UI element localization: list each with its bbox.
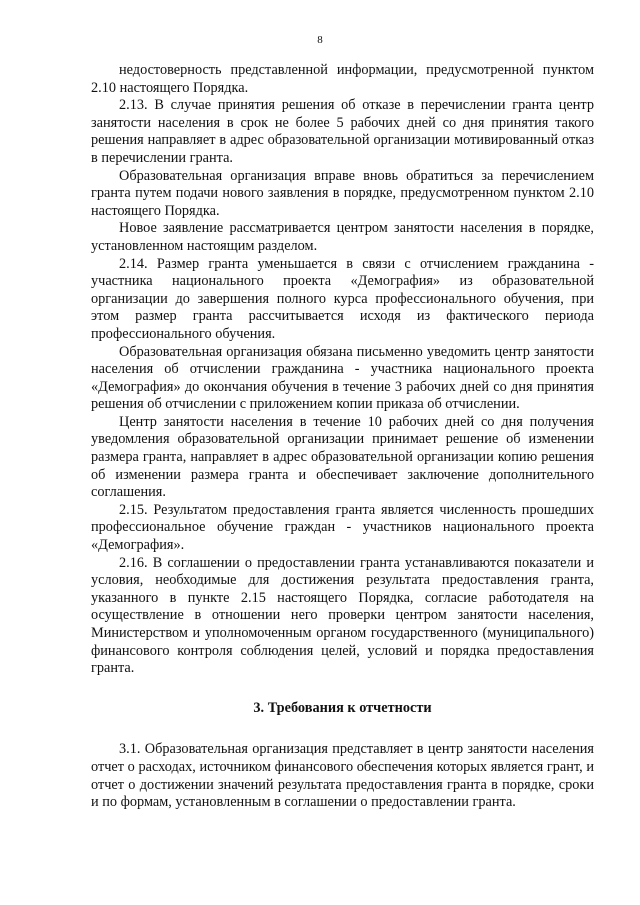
paragraph-2-14: 2.14. Размер гранта уменьшается в связи с отчислением гражданина - участника национального проекта «Демография» из образовательной организации до завершения полного курса профессионального обучения, при этом размер гранта рассчитывается исходя из фактического периода профессионального обучения. [91, 255, 594, 342]
paragraph-2-16: 2.16. В соглашении о предоставлении гранта устанавливаются показатели и условия, необходимые для достижения результата предоставления гранта, указанного в пункте 2.15 настоящего Порядка, согласие работодателя на осуществление в отношении него проверки центром занятости населения, Министерством и уполномоченным органом государственного (муниципального) финансового контроля соблюдения целей, условий и порядка предоставления гранта. [91, 554, 594, 677]
paragraph-2-13: 2.13. В случае принятия решения об отказе в перечислении гранта центр занятости населения в срок не более 5 рабочих дней со дня принятия такого решения направляет в адрес образовательной организации мотивированный отказ в перечислении гранта. [91, 97, 594, 166]
paragraph-continuation: недостоверность представленной информации, предусмотренной пунктом 2.10 настоящего Порядка. [91, 62, 594, 96]
paragraph-grant-change-decision: Центр занятости населения в течение 10 рабочих дней со дня получения уведомления образовательной организации принимает решение об изменении размера гранта, направляет в адрес образовательной организации копию решения об изменении размера гранта и обеспечивает заключение дополнительного соглашения. [91, 413, 594, 501]
paragraph-notification-duty: Образовательная организация обязана письменно уведомить центр занятости населения об отчислении гражданина - участника национального проекта «Демография» до окончания обучения в течение 3 рабочих дней со дня принятия решения об отчислении с приложением копии приказа об отчислении. [91, 343, 594, 413]
page-number: 8 [317, 34, 323, 46]
paragraph-reapply: Образовательная организация вправе вновь обратиться за перечислением гранта путем подачи нового заявления в порядке, предусмотренном пунктом 2.10 настоящего Порядка. [91, 167, 594, 219]
paragraph-3-1: 3.1. Образовательная организация представляет в центр занятости населения отчет о расходах, источником финансового обеспечения которых является грант, и отчет о достижении значений результата предоставления гранта в порядке, сроки и по формам, установленным в соглашении о предоставлении гранта. [91, 741, 594, 811]
paragraph-2-15: 2.15. Результатом предоставления гранта является численность прошедших профессиональное обучение граждан - участников национального проекта «Демография». [91, 501, 594, 554]
document-body [91, 62, 594, 812]
paragraph-new-application: Новое заявление рассматривается центром занятости населения в порядке, установленном настоящим разделом. [91, 220, 594, 254]
section-heading: 3. Требования к отчетности [253, 699, 432, 716]
